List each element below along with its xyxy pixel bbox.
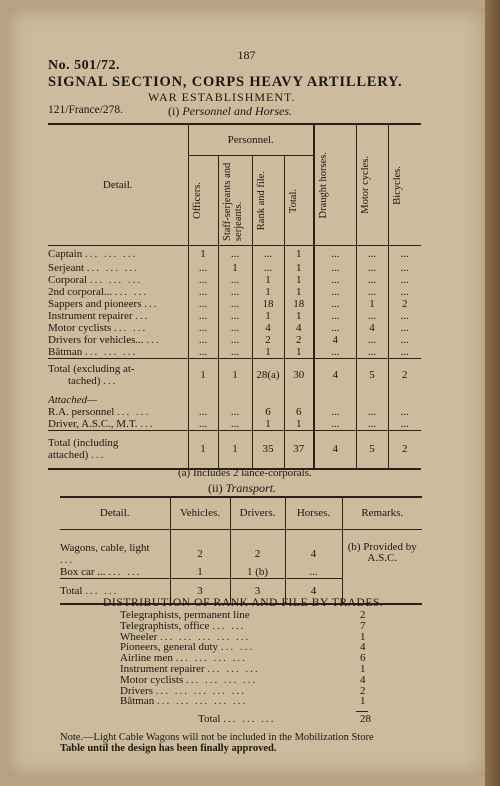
transport-row-text: Wagons, cable, light — [60, 541, 150, 554]
col-rank-and-file: Rank and file. — [255, 171, 267, 231]
total-including-cell: 2 — [388, 431, 421, 469]
personnel-row-leader: ... ... — [114, 321, 148, 334]
trade-count: 4 — [360, 673, 366, 686]
total-including-row — [48, 431, 421, 469]
trade-label: Motor cyclists — [120, 673, 184, 686]
attached-row-text: R.A. personnel — [48, 406, 115, 418]
personnel-row-cell: ... — [188, 322, 218, 334]
personnel-row-cell: ... — [388, 310, 421, 322]
personnel-row-cell: 1 — [284, 262, 314, 274]
personnel-row-cell: 1 — [284, 310, 314, 322]
document-subtitle: WAR ESTABLISHMENT. — [148, 90, 296, 104]
personnel-row — [48, 246, 421, 262]
detail-header: Detail. — [48, 124, 188, 246]
personnel-row-text: Corporal — [48, 273, 88, 286]
personnel-row-cell: 1 — [188, 246, 218, 262]
transport-row-leader: ... ... — [108, 565, 142, 578]
transport-remark — [342, 529, 422, 578]
personnel-row-cell: 18 — [284, 298, 314, 310]
attached-heading-cell — [388, 392, 421, 406]
personnel-row-cell: ... — [388, 274, 421, 286]
personnel-row-cell: ... — [218, 322, 252, 334]
total-excluding-cell: 2 — [388, 358, 421, 392]
personnel-row-cell: ... — [188, 310, 218, 322]
personnel-row — [48, 286, 421, 298]
transport-row-leader: ... — [60, 553, 75, 566]
personnel-row — [48, 262, 421, 274]
personnel-row — [48, 322, 421, 334]
personnel-row-leader: ... — [135, 309, 150, 322]
trade-leader: ... ... ... ... ... — [155, 684, 246, 697]
personnel-row-text: Bâtman — [48, 345, 83, 358]
total-including-cell: 37 — [284, 431, 314, 469]
personnel-row-leader: ... ... ... — [84, 247, 138, 260]
personnel-row-cell: 1 — [284, 346, 314, 359]
personnel-row-cell: ... — [314, 310, 356, 322]
trade-leader: ... ... ... ... — [186, 673, 258, 686]
document-number: No. 501/72. — [48, 58, 120, 73]
total-excluding-cell: 1 — [218, 358, 252, 392]
transport-row-cell: 1 — [170, 566, 230, 579]
attached-row-cell: ... — [314, 418, 356, 431]
trade-total-row — [120, 714, 370, 725]
trade-leader: ... ... ... ... — [175, 652, 247, 665]
personnel-row-cell: ... — [388, 246, 421, 262]
attached-heading-cell — [188, 392, 218, 406]
personnel-row-cell: ... — [218, 298, 252, 310]
total-excluding-row — [48, 358, 421, 392]
personnel-row-cell: ... — [218, 346, 252, 359]
transport-row-cell: 2 — [170, 529, 230, 566]
personnel-row-cell: 1 — [252, 310, 284, 322]
transport-table — [60, 496, 422, 605]
transport-total-text: Total — [60, 584, 83, 597]
personnel-group-header: Personnel. — [188, 124, 314, 156]
personnel-row-label — [48, 322, 188, 334]
trade-row — [120, 696, 370, 707]
personnel-row-cell: 1 — [356, 298, 388, 310]
personnel-row-cell: ... — [356, 346, 388, 359]
trade-label: Drivers — [120, 684, 153, 697]
part1-title: Personnel and Horses. — [182, 104, 292, 118]
document-page — [8, 8, 485, 776]
col-draught-horses: Draught horses. — [318, 151, 329, 219]
personnel-row-label — [48, 262, 188, 274]
personnel-row-cell: 2 — [388, 298, 421, 310]
total-excluding-line2-text: tached) — [68, 375, 101, 388]
trade-label: Pioneers, general duty — [120, 641, 219, 654]
transport-row-cell: ... — [285, 566, 342, 579]
attached-row-cell: ... — [388, 418, 421, 431]
transport-row-text: Box car ... — [60, 565, 106, 578]
personnel-row-text: Serjeant — [48, 261, 85, 274]
transport-header-remarks: Remarks. — [342, 497, 422, 529]
personnel-row-cell: ... — [356, 334, 388, 346]
note-line-2: Table until the design has been finally approved. — [60, 743, 277, 754]
personnel-row-label — [48, 274, 188, 286]
trade-count: 7 — [360, 619, 366, 632]
trade-label: Bâtman — [120, 695, 155, 708]
attached-heading-cell — [314, 392, 356, 406]
personnel-row-leader: ... — [146, 333, 161, 346]
personnel-row-cell: ... — [218, 246, 252, 262]
part2-title: Transport. — [225, 481, 277, 495]
transport-total-cell: 3 — [170, 578, 230, 604]
personnel-row-cell: ... — [188, 274, 218, 286]
personnel-rows — [48, 246, 421, 469]
attached-row-text: Driver, A.S.C., M.T. — [48, 418, 138, 430]
transport-rows — [60, 529, 422, 604]
attached-row-leader: ... ... — [117, 406, 151, 418]
personnel-row-cell: 4 — [314, 334, 356, 346]
personnel-row — [48, 310, 421, 322]
attached-row-label — [48, 418, 188, 431]
personnel-row-leader: ... ... ... — [89, 273, 143, 286]
personnel-row-cell: 4 — [252, 322, 284, 334]
trade-leader: ... ... ... ... ... — [156, 695, 248, 708]
personnel-row-label — [48, 334, 188, 346]
distribution-title: DISTRIBUTION OF RANK AND FILE BY TRADES. — [103, 597, 384, 609]
personnel-row-cell: 1 — [284, 274, 314, 286]
personnel-row — [48, 274, 421, 286]
col-bicycles: Bicycles. — [391, 165, 403, 205]
transport-header-vehicles: Vehicles. — [170, 497, 230, 529]
trade-label: Telegraphists, permanent line — [120, 609, 250, 621]
personnel-row-cell: ... — [314, 262, 356, 274]
attached-row-cell: 6 — [284, 406, 314, 418]
attached-row-cell: ... — [388, 406, 421, 418]
personnel-row — [48, 334, 421, 346]
attached-row-cell: 1 — [252, 418, 284, 431]
personnel-row-cell: ... — [314, 274, 356, 286]
personnel-row-text: Captain — [48, 247, 83, 260]
transport-total-leader: ... ... — [85, 584, 119, 597]
total-excluding-label — [48, 358, 188, 392]
attached-row-cell: 1 — [284, 418, 314, 431]
personnel-row-cell: ... — [188, 346, 218, 359]
attached-row-cell: ... — [188, 406, 218, 418]
personnel-row-cell: ... — [314, 346, 356, 359]
total-including-line1: Total (including — [48, 437, 119, 450]
total-excluding-line2 — [48, 375, 185, 387]
col-total: Total. — [287, 188, 299, 213]
personnel-row-cell: ... — [252, 262, 284, 274]
trade-count: 2 — [360, 609, 366, 621]
personnel-row-cell: ... — [314, 298, 356, 310]
personnel-row-leader: ... — [144, 297, 159, 310]
total-including-label — [48, 431, 188, 469]
attached-row-cell: ... — [356, 406, 388, 418]
personnel-row — [48, 298, 421, 310]
personnel-row-leader: ... ... — [114, 285, 149, 298]
personnel-row-cell: 1 — [252, 346, 284, 359]
total-including-cell: 5 — [356, 431, 388, 469]
transport-row-label — [60, 566, 170, 579]
book-spine — [485, 0, 500, 786]
total-excluding-cell: 28(a) — [252, 358, 284, 392]
transport-header-detail: Detail. — [60, 497, 170, 529]
transport-remark-line2: A.S.C. — [367, 551, 398, 564]
total-including-cell: 1 — [218, 431, 252, 469]
personnel-row-cell: ... — [188, 334, 218, 346]
attached-heading-cell — [218, 392, 252, 406]
attached-row-leader: ... — [140, 418, 155, 430]
trade-count: 6 — [360, 652, 366, 665]
personnel-row-cell: ... — [356, 246, 388, 262]
trade-count: 4 — [360, 641, 366, 654]
transport-row-label — [60, 529, 170, 566]
transport-remark-line1: (b) Provided by — [347, 540, 417, 553]
personnel-row-label — [48, 310, 188, 322]
total-including-leader: ... — [91, 449, 106, 462]
total-excluding-cell: 1 — [188, 358, 218, 392]
total-including-cell: 35 — [252, 431, 284, 469]
attached-row-cell: ... — [188, 418, 218, 431]
personnel-row — [48, 346, 421, 359]
attached-row-cell: ... — [218, 406, 252, 418]
attached-row — [48, 418, 421, 431]
personnel-row-cell: ... — [388, 322, 421, 334]
total-including-cell: 1 — [188, 431, 218, 469]
trade-total-label: Total — [198, 713, 221, 726]
transport-total-cell: 4 — [285, 578, 342, 604]
trade-total-leader: ... ... ... — [223, 713, 276, 726]
attached-row-label — [48, 406, 188, 418]
trade-count: 2 — [360, 684, 366, 697]
footnote: (a) Includes 2 lance-corporals. — [178, 467, 312, 479]
personnel-row-label — [48, 298, 188, 310]
note-line-1: Note.—Light Cable Wagons will not be included in the Mobilization Store — [60, 732, 374, 743]
personnel-row-label — [48, 346, 188, 359]
transport-header-drivers: Drivers. — [230, 497, 285, 529]
personnel-row-cell: ... — [388, 346, 421, 359]
trade-leader: ... ... ... — [207, 662, 260, 675]
transport-total-cell: 3 — [230, 578, 285, 604]
col-officers: Officers. — [191, 182, 203, 220]
personnel-row-text: Drivers for vehicles... — [48, 333, 144, 346]
personnel-row-cell: ... — [218, 310, 252, 322]
personnel-table — [48, 123, 421, 470]
trade-count: 1 — [360, 662, 366, 675]
personnel-row-label — [48, 286, 188, 298]
attached-heading-cell — [356, 392, 388, 406]
personnel-row-cell: 1 — [284, 246, 314, 262]
personnel-row-cell: ... — [388, 286, 421, 298]
personnel-row-text: Instrument repairer — [48, 309, 133, 322]
total-excluding-cell: 5 — [356, 358, 388, 392]
trade-leader: ... ... ... ... ... — [160, 630, 251, 643]
part2-heading — [208, 481, 276, 496]
personnel-row-cell: 1 — [252, 274, 284, 286]
personnel-row-cell: 4 — [284, 322, 314, 334]
personnel-row-cell: 4 — [356, 322, 388, 334]
attached-row-cell: ... — [314, 406, 356, 418]
total-including-cell: 4 — [314, 431, 356, 469]
trade-total-count: 28 — [360, 713, 371, 726]
transport-header-horses: Horses. — [285, 497, 342, 529]
personnel-row-cell: ... — [356, 310, 388, 322]
trade-count: 1 — [360, 630, 366, 643]
part1-roman: (i) — [168, 104, 180, 118]
transport-row — [60, 529, 422, 566]
personnel-row-cell: 2 — [252, 334, 284, 346]
personnel-row-cell: ... — [388, 262, 421, 274]
personnel-row-cell: ... — [356, 274, 388, 286]
transport-row-cell: 4 — [285, 529, 342, 566]
total-excluding-line1: Total (excluding at- — [48, 363, 135, 376]
personnel-row-cell: ... — [218, 334, 252, 346]
personnel-row-cell: ... — [188, 262, 218, 274]
personnel-row-cell: ... — [218, 274, 252, 286]
personnel-row-cell: 18 — [252, 298, 284, 310]
attached-heading-cell — [284, 392, 314, 406]
personnel-row-cell: ... — [314, 286, 356, 298]
col-motor-cycles: Motor cycles. — [359, 156, 371, 214]
attached-row — [48, 406, 421, 418]
trade-label: Telegraphists, office — [120, 619, 210, 632]
attached-heading-cell — [252, 392, 284, 406]
personnel-row-cell: ... — [314, 246, 356, 262]
total-excluding-cell: 4 — [314, 358, 356, 392]
document-title: SIGNAL SECTION, CORPS HEAVY ARTILLERY. — [48, 74, 403, 90]
trade-count: 1 — [360, 695, 366, 708]
personnel-row-text: Motor cyclists — [48, 321, 112, 334]
personnel-row-cell: ... — [188, 286, 218, 298]
transport-row-cell: 1 (b) — [230, 566, 285, 579]
attached-row-cell: 6 — [252, 406, 284, 418]
personnel-row-cell: ... — [218, 286, 252, 298]
page-number: 187 — [237, 48, 256, 62]
personnel-row-cell: ... — [314, 322, 356, 334]
personnel-row-cell: ... — [356, 262, 388, 274]
reference-number: 121/France/278. — [48, 104, 124, 116]
total-including-line2-text: attached) — [48, 449, 89, 462]
part2-roman: (ii) — [208, 481, 223, 495]
trade-label: Wheeler — [120, 630, 158, 643]
attached-heading-row — [48, 392, 421, 406]
personnel-row-cell: ... — [188, 298, 218, 310]
personnel-row-cell: ... — [388, 334, 421, 346]
personnel-row-cell: 1 — [284, 286, 314, 298]
personnel-row-cell: 1 — [252, 286, 284, 298]
distribution-list — [120, 610, 370, 725]
personnel-row-cell: ... — [356, 286, 388, 298]
attached-label: Attached— — [48, 394, 97, 406]
personnel-row-text: 2nd corporal... — [48, 285, 113, 298]
total-excluding-leader: ... — [103, 375, 118, 388]
personnel-row-label — [48, 246, 188, 262]
total-including-line2 — [48, 449, 185, 461]
trade-leader: ... ... — [220, 641, 255, 654]
attached-row-cell: ... — [356, 418, 388, 431]
transport-row-cell: 2 — [230, 529, 285, 566]
personnel-row-cell: 1 — [218, 262, 252, 274]
trade-label: Airline men — [120, 652, 173, 665]
part1-heading — [168, 104, 292, 119]
col-staff-serjeants: Staff-serjeants and serjeants. — [221, 162, 244, 241]
personnel-row-leader: ... ... ... — [84, 345, 138, 358]
personnel-row-cell: 2 — [284, 334, 314, 346]
personnel-row-leader: ... ... ... — [86, 261, 140, 274]
attached-row-cell: ... — [218, 418, 252, 431]
personnel-row-text: Sappers and pioneers — [48, 297, 142, 310]
trade-label: Instrument repairer — [120, 662, 205, 675]
personnel-row-cell: ... — [252, 246, 284, 262]
total-excluding-cell: 30 — [284, 358, 314, 392]
trade-leader: ... ... — [212, 619, 246, 632]
